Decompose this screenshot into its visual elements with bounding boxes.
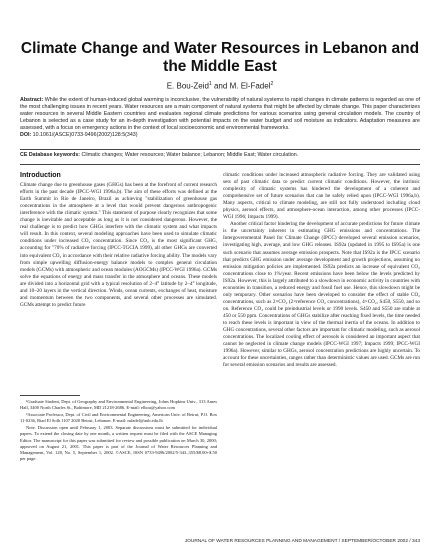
doi-line [20, 132, 420, 139]
footnote-affiliation: ²Associate Professor, Dept. of Civil and Environmental Engineering, American Univ. of Beirut, P.O. Box 11-0236, Riad El Solh 1107 2020 Beirut, Lebanon. E-mail: mfadel@aub.edu.lb [20, 412, 217, 424]
footnote-note: Note. Discussion open until February 1, 2003. Separate discussions must be submitted for individual papers. To extend the closing date by one month, a written request must be filed with the ASCE Managing Editor. The manuscript for this paper was submitted for review and possible publication on March 30, 2000; approved on August 21, 2001. This paper is part of the Journal of Water Resources Planning and Management, Vol. 128, No. 5, September 1, 2002. ©ASCE, ISSN 0733-9496/2002/5-343–355/$8.00+$.50 per page. [20, 425, 217, 461]
author-affiliation-mark: 1 [208, 81, 212, 87]
author-name: E. Bou-Zeid [166, 81, 209, 91]
keywords-label: CE Database keywords: [20, 152, 81, 158]
abstract [20, 97, 420, 140]
section-heading: Introduction [20, 172, 61, 179]
author-line [20, 81, 420, 91]
keywords-text: Climatic changes; Water resources; Water balance; Lebanon; Middle East; Water circulation. [81, 152, 299, 158]
keywords [20, 152, 420, 159]
divider [20, 149, 420, 150]
abstract-label: Abstract: [20, 97, 44, 103]
footnote-affiliation: ¹Graduate Student, Dept. of Geography and Environmental Engineering, Johns Hopkins Univ., 313 Ames Hall, 3400 North Charles St., Baltimore, MD 21218-2686. E-mail: elbou@yahoo.com [20, 399, 217, 411]
body-paragraph: Climate change due to greenhouse gases (GHGs) has been at the forefront of current research efforts in the past decade (IPCC-WGI 1996a,b). The aim of these efforts was defined at the Earth Summit in Rio de Janeiro, Brazil as achieving "stabilization of greenhouse gas concentrations in the atmosphere at a level that would prevent dangerous anthropogenic interference with the climatic system." This statement of purpose clearly recognizes that some change is inevitable and acceptable as long as it is not considered dangerous. However, the real challenge is to predict how GHGs interfere with the climatic system and what impacts will result. In this context, several modeling approaches have been used to simulate climatic conditions under increased CO₂ concentration. Since CO₂ is the most significant GHG, accounting for "70% of radiative forcing (IPCC-TGCIA 1999), all other GHGs are converted into equivalent CO₂ in accordance with their relative radiative forcing ability. The models vary from simple upwelling diffusion-energy balance models to complex general circulation models (GCMs) with atmospheric and ocean modules (AOGCMs) (IPCC-WGI 1996a). GCMs solve the equations of energy and mass transfer in the atmosphere and oceans. These models are divided into a horizontal grid with a typical resolution of 2–4° latitude by 2–4° longitude, and 10–20 layers in the vertical direction. Winds, ocean currents, exchanges of heat, moisture and momentum between the two components, and several other processes are simulated. GCMs attempt to predict future [20, 182, 217, 308]
paper-title: Climate Change and Water Resources in Lebanon and the Middle East [20, 40, 420, 75]
author-name: M. El-Fadel [229, 81, 271, 91]
divider [20, 164, 420, 165]
left-column [20, 172, 217, 309]
doi-value: 10.1061/(ASCE)0733-9496(2002)128:5(343) [32, 132, 138, 139]
right-column [223, 172, 420, 369]
doi-label: DOI: [20, 132, 32, 139]
journal-footer: JOURNAL OF WATER RESOURCES PLANNING AND MANAGEMENT / SEPTEMBER/OCTOBER 2002 / 343 [184, 539, 420, 544]
author-conjunction: and [213, 81, 228, 91]
abstract-text: While the extent of human-induced global warming is inconclusive, the vulnerability of natural systems to rapid changes in climate patterns is regarded as one of the most challenging issues in recent years. Water resources are a main component of natural systems that might be affected by climate change. This paper characterizes water resources in several Middle Eastern countries and evaluates regional climate predictions for various scenarios using general circulation models. The country of Lebanon is selected as a case study for an in-depth investigation with potential impacts on the water budget and soil moisture as indicators. Adaptation measures are assessed, with a focus on emergency actions in the context of local socioeconomic and environmental frameworks. [20, 97, 420, 132]
footnote-divider [20, 395, 80, 396]
body-paragraph: Another critical factor hindering the development of accurate predictions for future climate is the uncertainty inherent in estimating GHG emissions and concentrations. The Intergovernmental Panel for Climate Change (IPCC) developed several emission scenarios, investigating high, average, and low GHG releases. IS92a (updated in 1995 to IS95a) is one such scenario that assumes average emission prospects. Note that IS92a is the IPCC scenario that predicts GHG emission under average development and growth projections, assuming no emission mitigation policies are implemented. IS92a predicts an increase of equivalent CO₂ concentrations close to 1%/year. Recent emissions have been below the levels predicted by IS92a. However, this is largely attributed to a slowdown in economic activity in countries with economies in transition, a reduced energy and fossil fuel use. Hence, this slowdown might be only temporary. Other scenarios have been developed to consider the effect of stable CO₂ concentrations, such as 2×CO₂ (2×reference CO₂ concentrations), 4×CO₂, S450, S550, and so on. Reference CO₂ could be preindustrial levels or 1990 levels. S450 and S550 are stable at 450 or 550 ppm. Concentrations of GHGs stabilize after reaching fixed levels, the time needed to reach these levels is important in view of the thermal inertia of the oceans. In addition to GHG concentrations, several other factors are important for climatic modeling, such as aerosol concentrations. The localized cooling effect of aerosols is considered an important aspect that cannot be neglected in climate change models (IPCC-WGI 1997; Impacts 1999; IPCC-WGI 1996a). However, similar to GHGs, aerosol concentration predictions are highly uncertain. To account for these uncertainties, ranges rather than deterministic values are used. GCMs are run for several emission scenarios and results are assessed. [223, 221, 420, 369]
body-paragraph: climatic conditions under increased atmospheric radiative forcing. They are validated using sets of past climatic data to predict current climatic conditions. However, the intrinsic complexity of climatic systems has hindered the development of a coherent and comprehensive set of future scenarios that can be safely relied upon (IPCC-WGI 1996a,b). Many aspects, critical to climate modeling, are still not fully understood including cloud physics, aerosol effects, and atmosphere-ocean interaction, among other processes (IPCC-WGI 1996; Impacts 1999). [223, 172, 420, 221]
footnotes [20, 395, 217, 463]
author-affiliation-mark: 2 [270, 81, 274, 87]
